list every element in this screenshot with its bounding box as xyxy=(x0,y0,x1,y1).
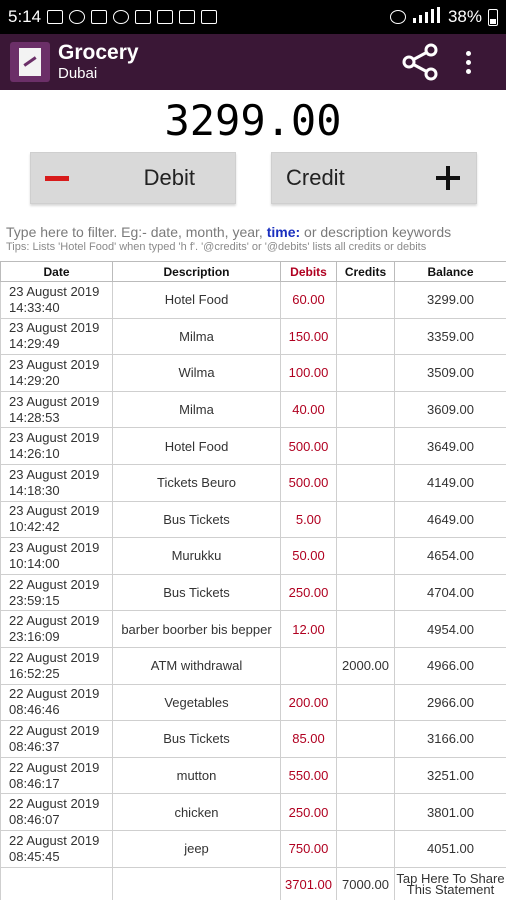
row-debit: 40.00 xyxy=(281,391,337,428)
row-description: Hotel Food xyxy=(113,282,281,319)
row-balance: 4704.00 xyxy=(395,574,506,611)
row-time: 10:14:00 xyxy=(9,555,60,571)
filter-hint-text: Type here to filter. Eg:- date, month, year, xyxy=(6,224,267,240)
row-time: 08:46:46 xyxy=(9,702,60,718)
row-datetime xyxy=(1,318,113,355)
row-description: Milma xyxy=(113,318,281,355)
row-balance: 3299.00 xyxy=(395,282,506,319)
row-balance: 3359.00 xyxy=(395,318,506,355)
row-credit xyxy=(337,538,395,575)
row-datetime xyxy=(1,464,113,501)
calendar-icon xyxy=(179,10,195,24)
header-date[interactable]: Date xyxy=(1,262,113,282)
image-icon xyxy=(157,10,173,24)
row-datetime xyxy=(1,355,113,392)
table-row[interactable] xyxy=(1,830,506,867)
filter-hint[interactable] xyxy=(6,224,500,240)
row-date: 23 August 2019 xyxy=(9,283,100,299)
row-date: 22 August 2019 xyxy=(9,796,100,812)
row-balance: 4954.00 xyxy=(395,611,506,648)
header-balance[interactable]: Balance xyxy=(395,262,506,282)
row-date: 23 August 2019 xyxy=(9,320,100,336)
row-datetime xyxy=(1,574,113,611)
row-credit xyxy=(337,794,395,831)
row-time: 08:46:07 xyxy=(9,812,60,828)
row-time: 16:52:25 xyxy=(9,665,60,681)
row-description: Bus Tickets xyxy=(113,574,281,611)
row-credit xyxy=(337,391,395,428)
row-debit: 100.00 xyxy=(281,355,337,392)
alarm-icon xyxy=(390,10,406,24)
row-description: jeep xyxy=(113,830,281,867)
row-time: 23:16:09 xyxy=(9,629,60,645)
row-time: 23:59:15 xyxy=(9,592,60,608)
table-row[interactable] xyxy=(1,428,506,465)
app-subtitle: Dubai xyxy=(58,65,98,82)
row-datetime xyxy=(1,721,113,758)
row-credit xyxy=(337,428,395,465)
row-balance: 3609.00 xyxy=(395,391,506,428)
table-row[interactable] xyxy=(1,318,506,355)
row-time: 08:46:37 xyxy=(9,738,60,754)
row-balance: 3166.00 xyxy=(395,721,506,758)
app-title: Grocery xyxy=(58,41,139,64)
row-time: 14:33:40 xyxy=(9,299,60,315)
row-datetime xyxy=(1,684,113,721)
row-date: 22 August 2019 xyxy=(9,686,100,702)
row-datetime xyxy=(1,647,113,684)
row-debit: 60.00 xyxy=(281,282,337,319)
row-debit: 85.00 xyxy=(281,721,337,758)
row-balance: 3509.00 xyxy=(395,355,506,392)
row-debit: 150.00 xyxy=(281,318,337,355)
credit-button-label: Credit xyxy=(286,165,345,190)
table-row[interactable] xyxy=(1,355,506,392)
app-bar xyxy=(0,34,506,90)
row-description: Milma xyxy=(113,391,281,428)
row-debit: 250.00 xyxy=(281,794,337,831)
row-description: ATM withdrawal xyxy=(113,647,281,684)
row-description: chicken xyxy=(113,794,281,831)
header-credits[interactable]: Credits xyxy=(337,262,395,282)
row-date: 22 August 2019 xyxy=(9,613,100,629)
debit-button[interactable] xyxy=(30,152,236,204)
row-balance: 3649.00 xyxy=(395,428,506,465)
signal-icon xyxy=(412,7,442,28)
row-date: 22 August 2019 xyxy=(9,832,100,848)
row-time: 14:26:10 xyxy=(9,446,60,462)
share-statement-line1: Tap Here To Share xyxy=(396,871,505,886)
sync-icon xyxy=(113,10,129,24)
row-balance: 4051.00 xyxy=(395,830,506,867)
table-row[interactable] xyxy=(1,684,506,721)
action-buttons xyxy=(0,152,506,204)
row-datetime xyxy=(1,611,113,648)
row-datetime xyxy=(1,794,113,831)
share-statement-button[interactable] xyxy=(395,867,506,900)
notification-icons xyxy=(47,10,390,24)
table-header-row xyxy=(1,262,506,282)
share-statement-line2: This Statement xyxy=(406,882,495,897)
row-balance: 3251.00 xyxy=(395,757,506,794)
row-debit: 5.00 xyxy=(281,501,337,538)
row-credit xyxy=(337,830,395,867)
balance-amount: 3299.00 xyxy=(164,96,342,145)
filter-hint-text-after: or description keywords xyxy=(300,224,452,240)
row-description: Bus Tickets xyxy=(113,501,281,538)
overflow-menu-icon[interactable] xyxy=(466,51,472,74)
row-time: 14:29:20 xyxy=(9,372,60,388)
tools-icon xyxy=(91,10,107,24)
row-balance: 2966.00 xyxy=(395,684,506,721)
download-icon xyxy=(201,10,217,24)
row-debit: 250.00 xyxy=(281,574,337,611)
row-credit xyxy=(337,355,395,392)
row-debit: 500.00 xyxy=(281,464,337,501)
row-description: Tickets Beuro xyxy=(113,464,281,501)
row-date: 23 August 2019 xyxy=(9,503,100,519)
table-row[interactable] xyxy=(1,538,506,575)
row-date: 22 August 2019 xyxy=(9,759,100,775)
table-row[interactable] xyxy=(1,721,506,758)
row-date: 22 August 2019 xyxy=(9,576,100,592)
app-titles xyxy=(58,41,400,83)
total-debits: 3701.00 xyxy=(281,867,337,900)
row-datetime xyxy=(1,428,113,465)
row-description: Bus Tickets xyxy=(113,721,281,758)
filter-tips: Tips: Lists 'Hotel Food' when typed 'h f'. '@credits' or '@debits' lists all credits or debits xyxy=(6,241,427,253)
row-time: 08:46:17 xyxy=(9,775,60,791)
row-debit xyxy=(281,647,337,684)
row-credit xyxy=(337,282,395,319)
row-time: 14:18:30 xyxy=(9,482,60,498)
row-date: 23 August 2019 xyxy=(9,539,100,555)
row-time: 14:28:53 xyxy=(9,409,60,425)
row-date: 22 August 2019 xyxy=(9,649,100,665)
row-description: mutton xyxy=(113,757,281,794)
row-credit xyxy=(337,318,395,355)
row-time: 14:29:49 xyxy=(9,336,60,352)
row-description: Vegetables xyxy=(113,684,281,721)
table-row[interactable] xyxy=(1,282,506,319)
row-balance: 4654.00 xyxy=(395,538,506,575)
row-description: Murukku xyxy=(113,538,281,575)
filter-hint-keyword: time: xyxy=(266,224,301,240)
plus-icon xyxy=(436,166,460,190)
table-row[interactable] xyxy=(1,501,506,538)
row-date: 22 August 2019 xyxy=(9,722,100,738)
row-datetime xyxy=(1,391,113,428)
row-datetime xyxy=(1,757,113,794)
totals-row xyxy=(1,867,506,900)
row-balance: 3801.00 xyxy=(395,794,506,831)
app-logo-icon[interactable] xyxy=(10,42,50,82)
statement-table xyxy=(0,261,506,900)
minus-icon xyxy=(45,176,69,181)
table-row[interactable] xyxy=(1,794,506,831)
row-debit: 750.00 xyxy=(281,830,337,867)
row-debit: 12.00 xyxy=(281,611,337,648)
row-debit: 500.00 xyxy=(281,428,337,465)
battery-icon xyxy=(488,9,498,26)
table-row[interactable] xyxy=(1,647,506,684)
row-debit: 50.00 xyxy=(281,538,337,575)
status-bar xyxy=(0,0,506,34)
row-credit xyxy=(337,501,395,538)
table-row[interactable] xyxy=(1,611,506,648)
credit-button[interactable] xyxy=(271,152,477,204)
row-date: 23 August 2019 xyxy=(9,393,100,409)
message-icon xyxy=(47,10,63,24)
header-debits[interactable]: Debits xyxy=(281,262,337,282)
row-credit xyxy=(337,611,395,648)
mail-icon xyxy=(135,10,151,24)
filter-input[interactable] xyxy=(0,224,506,253)
row-date: 23 August 2019 xyxy=(9,356,100,372)
row-debit: 200.00 xyxy=(281,684,337,721)
row-credit xyxy=(337,574,395,611)
row-description: barber boorber bis bepper xyxy=(113,611,281,648)
row-time: 08:45:45 xyxy=(9,848,60,864)
settings-icon xyxy=(69,10,85,24)
row-balance: 4966.00 xyxy=(395,647,506,684)
row-description: Hotel Food xyxy=(113,428,281,465)
debit-button-label: Debit xyxy=(143,165,195,190)
status-right xyxy=(390,7,498,28)
row-datetime xyxy=(1,830,113,867)
share-icon[interactable] xyxy=(400,42,440,82)
battery-percent: 38% xyxy=(447,7,482,26)
table-row[interactable] xyxy=(1,391,506,428)
row-balance: 4649.00 xyxy=(395,501,506,538)
table-row[interactable] xyxy=(1,464,506,501)
row-date: 23 August 2019 xyxy=(9,430,100,446)
table-row[interactable] xyxy=(1,574,506,611)
table-row[interactable] xyxy=(1,757,506,794)
row-time: 10:42:42 xyxy=(9,519,60,535)
row-credit xyxy=(337,721,395,758)
row-balance: 4149.00 xyxy=(395,464,506,501)
row-datetime xyxy=(1,501,113,538)
totals-empty-desc xyxy=(113,867,281,900)
row-description: Wilma xyxy=(113,355,281,392)
row-credit xyxy=(337,464,395,501)
row-credit xyxy=(337,757,395,794)
header-description[interactable]: Description xyxy=(113,262,281,282)
totals-empty-date xyxy=(1,867,113,900)
row-date: 23 August 2019 xyxy=(9,466,100,482)
row-credit xyxy=(337,684,395,721)
row-credit: 2000.00 xyxy=(337,647,395,684)
row-debit: 550.00 xyxy=(281,757,337,794)
total-credits: 7000.00 xyxy=(337,867,395,900)
row-datetime xyxy=(1,538,113,575)
row-datetime xyxy=(1,282,113,319)
status-time: 5:14 xyxy=(8,7,42,26)
